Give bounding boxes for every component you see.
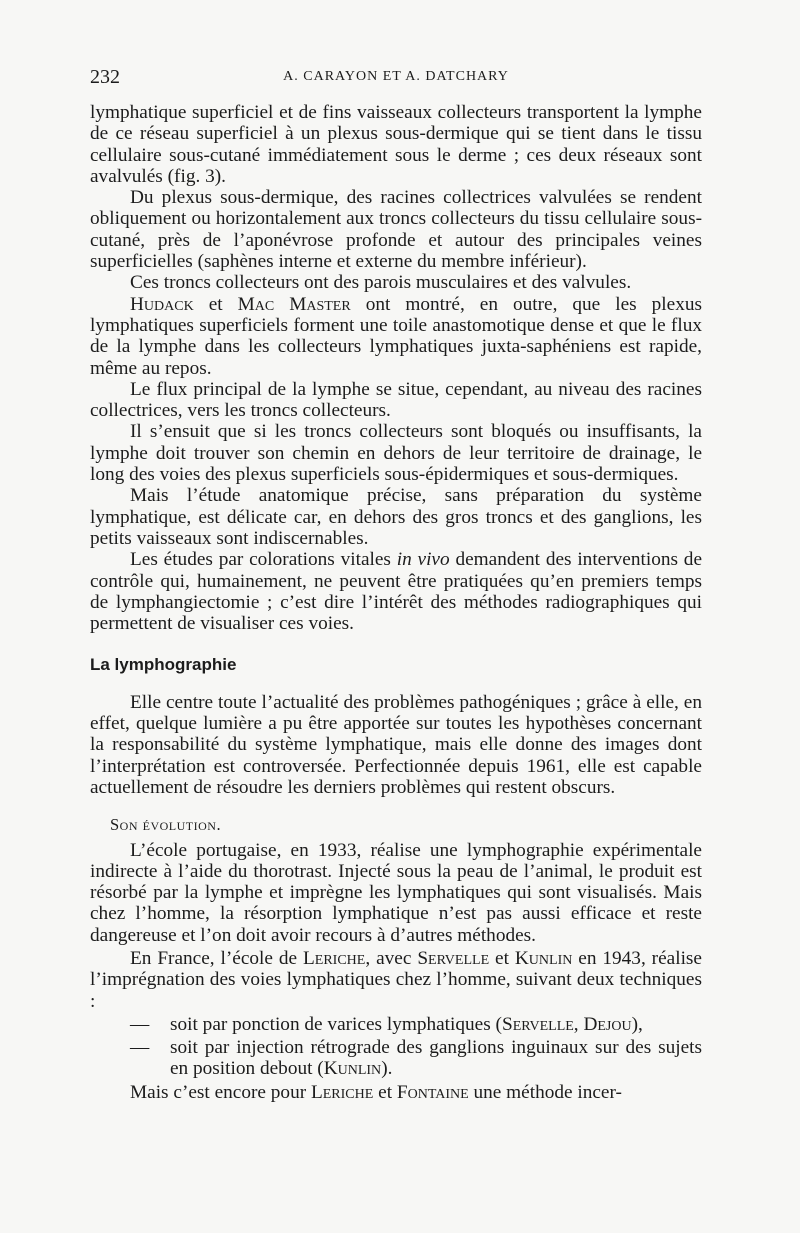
author-name: Leriche bbox=[310, 1081, 374, 1103]
author-name: Dejou bbox=[583, 1013, 632, 1035]
author-name: Leriche bbox=[303, 947, 366, 969]
paragraph: Du plexus sous-dermique, des racines collectrices valvulées se rendent obliquement ou horizontalement aux troncs collecteurs du tissu cellulaire sous-cutané, près de l’aponévrose profonde et autour des principales veines superficielles (saphènes interne et externe du membre inférieur). bbox=[90, 187, 702, 273]
paragraph: Ces troncs collecteurs ont des parois musculaires et des valvules. bbox=[130, 272, 632, 294]
text-run: ). bbox=[381, 1058, 393, 1080]
paragraph bbox=[90, 294, 702, 379]
paragraph: Elle centre toute l’actualité des problèmes pathogéniques ; grâce à elle, en effet, quelque lumière a pu être apportée sur toutes les hypothèses concernant la responsabilité du système lymphatique, mais elle donne des images dont l’interprétation est controversée. Perfectionnée depuis 1961, elle est capable actuellement de résoudre les derniers problèmes qui restent obscurs. bbox=[90, 691, 702, 798]
author-name: Servelle bbox=[501, 1013, 574, 1035]
paragraph bbox=[90, 1082, 702, 1103]
paragraph: Le flux principal de la lymphe se situe, cependant, au niveau des racines collectrices, vers les troncs collecteurs. bbox=[90, 378, 702, 422]
text-run: demandent des interventions de contrôle qui, humainement, ne peuvent être pratiquées qu’en premiers temps de lymphangiectomie ; c’est dire l’intérêt des méthodes radiographiques qui permettent de visualiser ces voies. bbox=[90, 549, 702, 635]
author-name: Hudack bbox=[130, 293, 194, 315]
text-run: , avec bbox=[365, 947, 418, 969]
italic-term: in vivo bbox=[396, 549, 450, 571]
text-run: et bbox=[193, 293, 238, 315]
text-run: et bbox=[373, 1081, 397, 1103]
dash-marker: — bbox=[130, 1013, 150, 1035]
list-item bbox=[130, 1037, 702, 1080]
running-head: A. CARAYON ET A. DATCHARY bbox=[283, 69, 509, 84]
paragraph: Il s’ensuit que si les troncs collecteurs sont bloqués ou insuffisants, la lymphe doit trouver son chemin en dehors de leur territoire de drainage, le long des voies des plexus superficiels sous-épidermiques et sous-dermiques. bbox=[90, 421, 702, 486]
text-run: Mais c’est encore pour bbox=[130, 1081, 311, 1103]
author-name: Servelle bbox=[417, 947, 490, 969]
text-run: ont montré, en outre, que les plexus lymphatiques superficiels forment une toile anastomotique dense et que le flux de la lymphe dans les collecteurs lymphatiques juxta-saphéniens est rapide, même au repos. bbox=[90, 293, 702, 379]
author-name: Fontaine bbox=[396, 1081, 469, 1103]
text-run: soit par injection rétrograde des ganglions inguinaux sur des sujets en position debout ( bbox=[170, 1037, 702, 1080]
text-run: Les études par colorations vitales bbox=[130, 549, 397, 571]
author-name: Kunlin bbox=[323, 1058, 382, 1080]
paragraph bbox=[90, 549, 702, 634]
paragraph bbox=[90, 948, 702, 1012]
subsection-heading: Son évolution. bbox=[110, 815, 222, 835]
text-run: soit par ponction de varices lymphatiques ( bbox=[170, 1013, 502, 1035]
page-header bbox=[90, 66, 702, 88]
list-item bbox=[130, 1014, 702, 1035]
paragraph: Mais l’étude anatomique précise, sans préparation du système lymphatique, est délicate car, en dehors des gros troncs et des ganglions, les petits vaisseaux sont indiscernables. bbox=[90, 485, 702, 549]
author-name: Mac Master bbox=[237, 293, 351, 315]
text-run: en 1943, réalise l’imprégnation des voies lymphatiques chez l’homme, suivant deux techniques : bbox=[90, 947, 702, 1012]
text-run: et bbox=[489, 947, 515, 969]
author-name: Kunlin bbox=[514, 947, 573, 969]
paragraph: L’école portugaise, en 1933, réalise une lymphographie expérimentale indirecte à l’aide du thorotrast. Injecté sous la peau de l’animal, le produit est résorbé par la lymphe et imprègne les lymphatiques qui sont visualisés. Mais chez l’homme, la résorption lymphatique n’est pas aussi efficace et reste dangereuse et l’on doit avoir recours à d’autres méthodes. bbox=[90, 839, 702, 946]
dash-marker: — bbox=[130, 1037, 150, 1059]
body-text bbox=[90, 102, 702, 1103]
text-run: une méthode incer- bbox=[468, 1081, 622, 1103]
paragraph: lymphatique superficiel et de fins vaisseaux collecteurs transportent la lymphe de ce réseau superficiel à un plexus sous-dermique qui se tient dans le tissu cellulaire sous-cutané immédiatement sous le derme ; ces deux réseaux sont avalvulés (fig. 3). bbox=[90, 102, 702, 187]
page-number: 232 bbox=[90, 66, 120, 88]
text-run: ), bbox=[631, 1013, 643, 1035]
text-run: , bbox=[573, 1013, 584, 1035]
text-run: En France, l’école de bbox=[130, 947, 303, 969]
section-heading: La lymphographie bbox=[90, 655, 237, 675]
